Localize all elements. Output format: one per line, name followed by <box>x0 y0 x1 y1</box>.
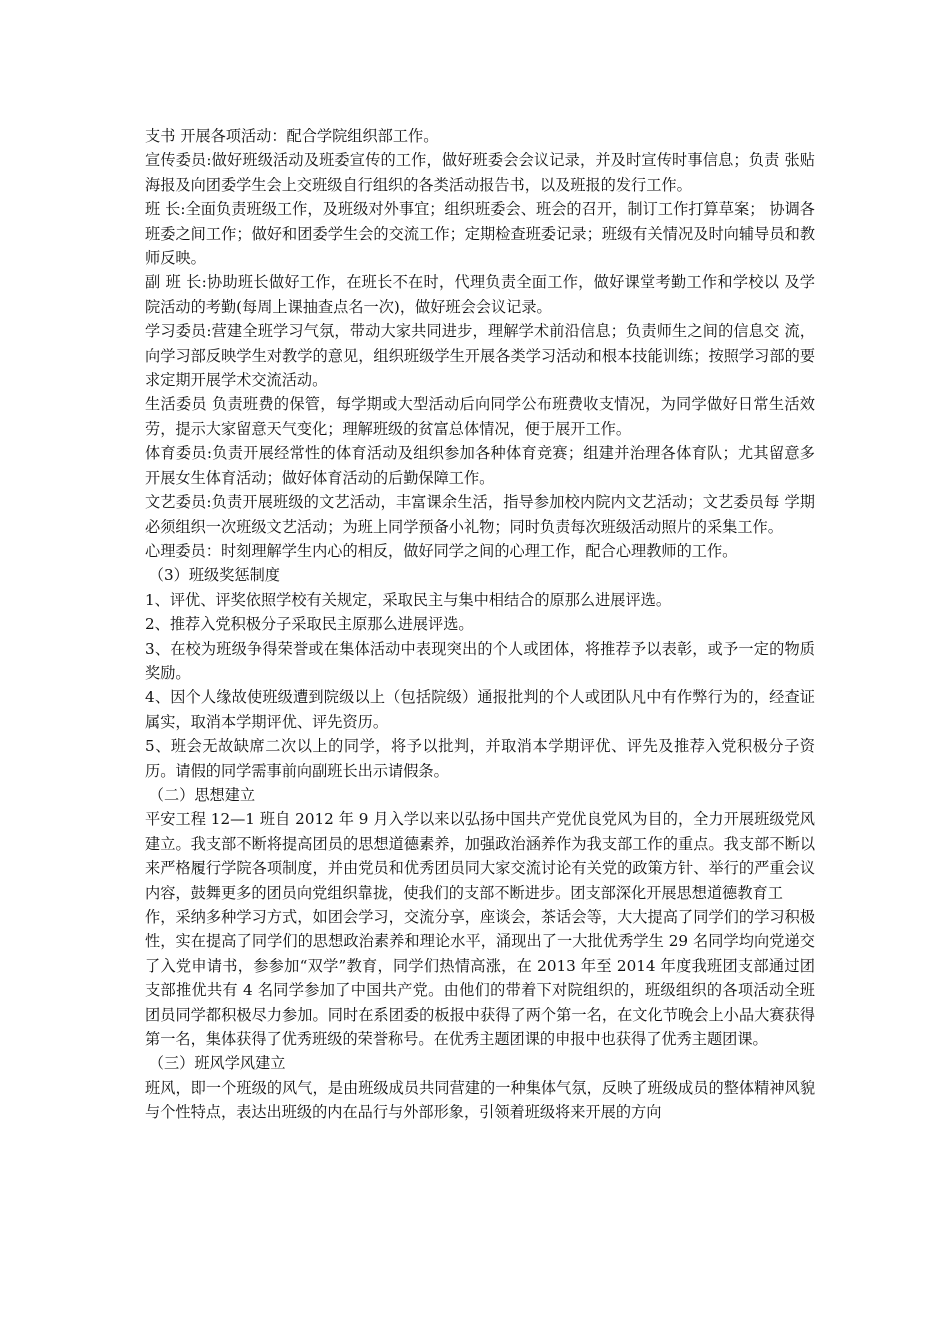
paragraph-12: 2、推荐入党积极分子采取民主原那么进展评选。 <box>145 615 474 634</box>
paragraph-18: 作，采纳多种学习方式，如团会学习，交流分享，座谈会，茶话会等，大大提高了同学们的学习积极性，实在提高了同学们的思想政治素养和理论水平，涌现出了一大批优秀学生 29 名同学均向党递交了入党申请书，参参加“双学”教育，同学们热情高涨，在 2013 年至 2014 年度我班团支部通过团支部推优共有 4 名同学参加了中国共产党。由他们的带着下对院组织的，班级组织的各项活动全班团员同学都积极尽力参加。同时在系团委的板报中获得了两个第一名，在文化节晚会上小品大赛获得第一名，集体获得了优秀班级的荣誉称号。在优秀主题团课的申报中也获得了优秀主题团课。 <box>145 908 815 1049</box>
paragraph-3: 班 长:全面负责班级工作，及班级对外事宜；组织班委会、班会的召开，制订工作打算草案； 协调各班委之间工作；做好和团委学生会的交流工作；定期检查班委记录；班级有关情况及时向辅导员和教师反映。 <box>145 200 815 268</box>
section-heading-3b: （三）班风学风建立 <box>148 1054 286 1073</box>
paragraph-5: 学习委员:营建全班学习气氛，带动大家共同进步，理解学术前沿信息；负责师生之间的信息交 流，向学习部反映学生对教学的意见，组织班级学生开展各类学习活动和根本技能训练；按照学习部的要求定期开展学术交流活动。 <box>145 322 815 390</box>
paragraph-9: 心理委员：时刻理解学生内心的相反，做好同学之间的心理工作，配合心理教师的工作。 <box>145 541 738 560</box>
paragraph-7: 体育委员:负责开展经常性的体育活动及组织参加各种体育竞赛；组建并治理各体育队；尤其留意多开展女生体育活动；做好体育活动的后勤保障工作。 <box>145 444 815 487</box>
paragraph-17: 平安工程 12—1 班自 2012 年 9 月入学以来以弘扬中国共产党优良党风为目的，全力开展班级党风建立。我支部不断将提高团员的思想道德素养，加强政治涵养作为我支部工作的重点。我支部不断以来严格履行学院各项制度，并由党员和优秀团员同大家交流讨论有关党的政策方针、举行的严重会议内容，鼓舞更多的团员向党组织靠拢，使我们的支部不断进步。团支部深化开展思想道德教育工 <box>145 810 815 902</box>
section-heading-2: （二）思想建立 <box>148 785 256 804</box>
document-page <box>145 124 815 1125</box>
paragraph-15: 5、班会无故缺席二次以上的同学，将予以批判，并取消本学期评优、评先及推荐入党积极分子资历。请假的同学需事前向副班长出示请假条。 <box>145 737 815 780</box>
paragraph-20: 班风，即一个班级的风气，是由班级成员共同营建的一种集体气氛，反映了班级成员的整体精神风貌与个性特点，表达出班级的内在品行与外部形象，引领着班级将来开展的方向 <box>145 1078 815 1122</box>
paragraph-6: 生活委员 负责班费的保管，每学期或大型活动后向同学公布班费收支情况，为同学做好日常生活效劳，提示大家留意天气变化；理解班级的贫富总体情况，便于展开工作。 <box>145 395 815 438</box>
paragraph-13: 3、在校为班级争得荣誉或在集体活动中表现突出的个人或团体，将推荐予以表彰，或予一定的物质奖励。 <box>145 639 815 682</box>
paragraph-8: 文艺委员:负责开展班级的文艺活动，丰富课余生活，指导参加校内院内文艺活动；文艺委员每 学期必须组织一次班级文艺活动；为班上同学预备小礼物；同时负责每次班级活动照片的采集工作。 <box>145 493 815 536</box>
paragraph-1: 支书 开展各项活动：配合学院组织部工作。 <box>145 127 439 145</box>
paragraph-4: 副 班 长:协助班长做好工作，在班长不在时，代理负责全面工作，做好课堂考勤工作和学校以 及学院活动的考勤(每周上课抽查点名一次)，做好班会会议记录。 <box>145 273 815 316</box>
paragraph-11: 1、评优、评奖依照学校有关规定，采取民主与集中相结合的原那么进展评选。 <box>145 590 672 609</box>
paragraph-2: 宣传委员:做好班级活动及班委宣传的工作，做好班委会会议记录，并及时宣传时事信息；负责 张贴海报及向团委学生会上交班级自行组织的各类活动报告书，以及班报的发行工作。 <box>145 151 815 194</box>
section-heading-3: （3）班级奖惩制度 <box>148 566 280 585</box>
paragraph-14: 4、因个人缘故使班级遭到院级以上（包括院级）通报批判的个人或团队凡中有作弊行为的，经查证属实，取消本学期评优、评先资历。 <box>145 688 815 731</box>
